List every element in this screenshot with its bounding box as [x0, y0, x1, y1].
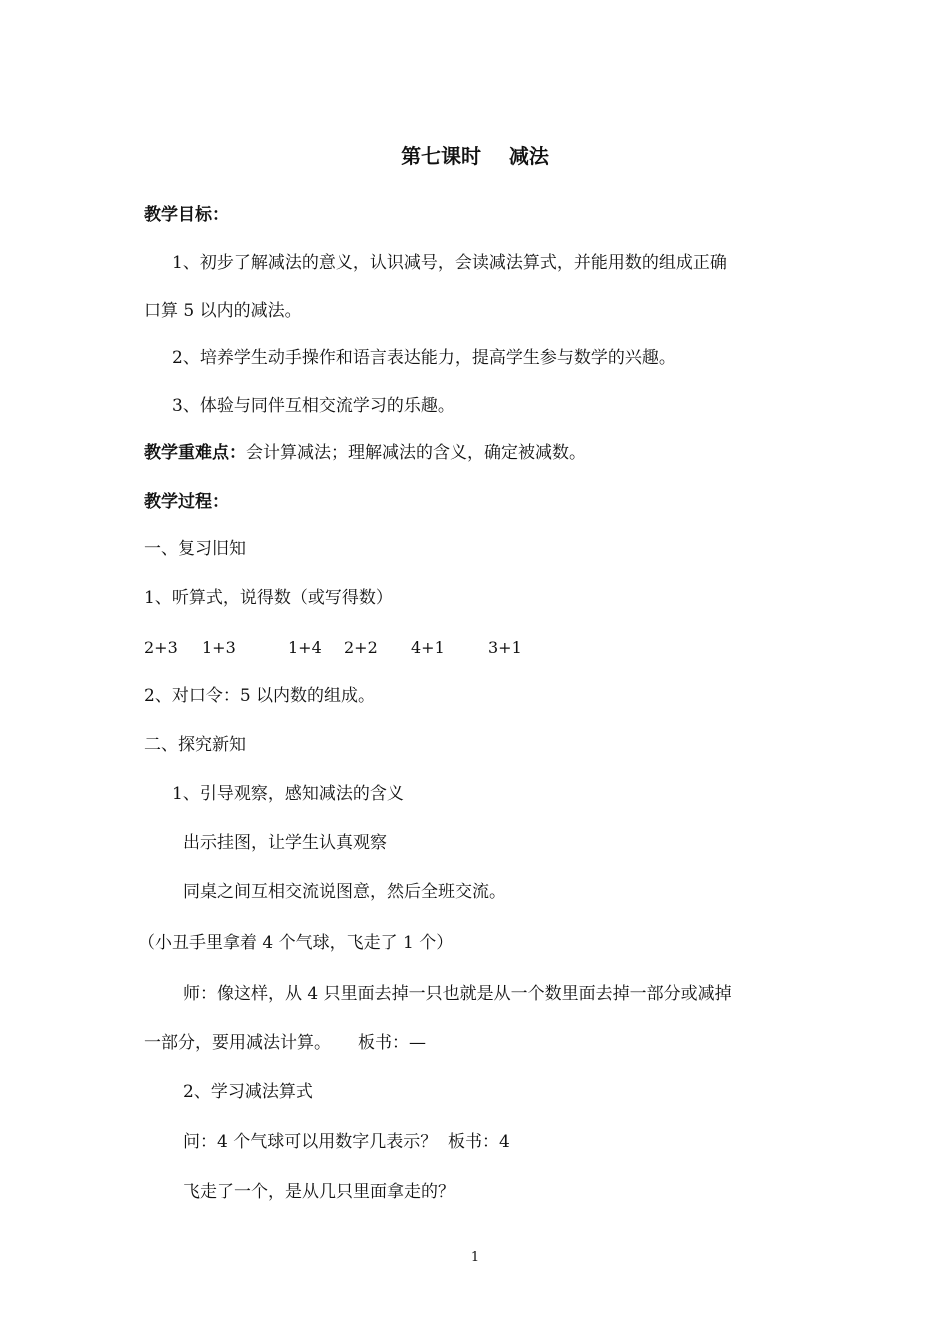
section-1-item-1: 1、听算式，说得数（或写得数）: [144, 588, 393, 608]
key-points-text: 会计算减法；理解减法的含义，确定被减数。: [246, 443, 586, 463]
goal-2: 2、培养学生动手操作和语言表达能力，提高学生参与数学的兴趣。: [172, 348, 676, 368]
key-points: [144, 442, 586, 464]
teacher-line-2: 一部分，要用减法计算。 板书：—: [144, 1033, 427, 1053]
expression-4: 2+2: [344, 638, 378, 657]
process-heading: 教学过程：: [144, 492, 229, 512]
goal-1-line-1: 1、初步了解减法的意义，认识减号，会读减法算式，并能用数的组成正确: [172, 253, 727, 273]
goal-3: 3、体验与同伴互相交流学习的乐趣。: [172, 396, 455, 416]
goal-1-line-2: 口算 5 以内的减法。: [144, 301, 302, 321]
balloon-note: （小丑手里拿着 4 个气球，飞走了 1 个）: [138, 933, 454, 953]
lesson-title: 第七课时 减法: [401, 144, 549, 168]
section-1-item-2: 2、对口令：5 以内数的组成。: [144, 686, 376, 706]
key-points-label: 教学重难点：: [144, 443, 246, 463]
flown-line: 飞走了一个，是从几只里面拿走的？: [183, 1182, 455, 1202]
expression-5: 4+1: [411, 638, 445, 657]
expression-list: [0, 637, 950, 659]
section-2-title: 二、探究新知: [144, 735, 246, 755]
goals-heading: 教学目标：: [144, 205, 229, 225]
expression-2: 1+3: [202, 638, 236, 657]
section-1-title: 一、复习旧知: [144, 539, 246, 559]
expression-6: 3+1: [488, 638, 522, 657]
expression-1: 2+3: [144, 638, 178, 657]
section-2-sub-1-line-1: 出示挂图，让学生认真观察: [183, 833, 387, 853]
section-2-sub-1-line-2: 同桌之间互相交流说图意，然后全班交流。: [183, 882, 506, 902]
teacher-line-1: 师：像这样，从 4 只里面去掉一只也就是从一个数里面去掉一部分或减掉: [183, 984, 732, 1004]
page-number: 1: [470, 1250, 480, 1265]
expression-3: 1+4: [288, 638, 322, 657]
section-2-sub-2: 2、学习减法算式: [183, 1082, 313, 1102]
section-2-sub-1: 1、引导观察，感知减法的含义: [172, 784, 404, 804]
question-line: 问：4 个气球可以用数字几表示？ 板书：4: [183, 1132, 510, 1152]
